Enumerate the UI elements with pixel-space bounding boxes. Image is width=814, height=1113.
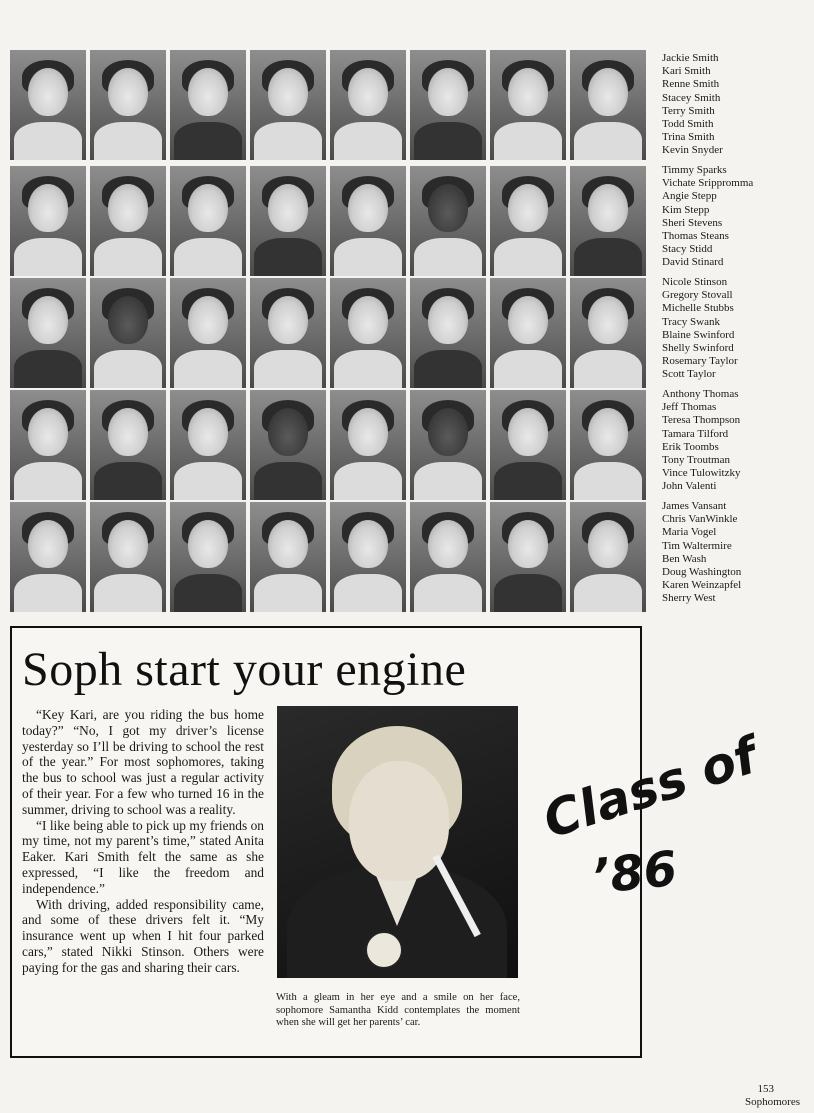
student-portrait — [490, 278, 566, 388]
student-portrait — [10, 278, 86, 388]
feature-photo — [277, 706, 518, 978]
student-portrait — [90, 278, 166, 388]
student-portrait — [490, 166, 566, 276]
student-name: Stacey Smith — [662, 91, 721, 104]
student-portrait — [330, 502, 406, 612]
name-list-row-5 — [662, 500, 741, 606]
portrait-row — [10, 278, 650, 388]
student-name: Erik Toombs — [662, 440, 719, 453]
student-name: Timmy Sparks — [662, 164, 727, 176]
student-portrait — [10, 502, 86, 612]
student-name: Tim Waltermire — [662, 539, 732, 552]
student-portrait — [10, 166, 86, 276]
student-portrait — [90, 390, 166, 500]
student-name: Tamara Tilford — [662, 427, 729, 440]
script-line-1: Class of — [536, 726, 765, 850]
student-portrait — [90, 502, 166, 612]
feature-headline: Soph start your engine — [22, 643, 467, 696]
student-name: Maria Vogel — [662, 526, 717, 539]
story-paragraph: “Key Kari, are you riding the bus home today?” “No, I got my driver’s license yesterday so I’ll be driving to school the rest of the year.” For most sophomores, taking the bus to school was just a regular activity of their year. For a few who turned 16 in the summer, driving to school was a reality. — [22, 707, 264, 817]
student-portrait — [490, 390, 566, 500]
student-portrait — [170, 166, 246, 276]
student-portrait — [250, 390, 326, 500]
student-portrait — [170, 390, 246, 500]
student-name: Nicole Stinson — [662, 276, 728, 288]
student-name: Tony Troutman — [662, 454, 730, 467]
student-portrait — [570, 278, 646, 388]
portrait-row — [10, 502, 650, 612]
student-portrait — [330, 278, 406, 388]
student-name: Rosemary Taylor — [662, 355, 738, 368]
student-portrait — [330, 50, 406, 160]
student-name: Anthony Thomas — [662, 388, 739, 400]
name-list-row-4 — [662, 388, 740, 494]
student-name: Michelle Stubbs — [662, 302, 734, 315]
student-name: Jeff Thomas — [662, 401, 717, 414]
story-paragraph: “I like being able to pick up my friends on my time, not my parent’s time,” stated Anita Eaker. Kari Smith felt the same as she expressed, “I like the freedom and independence.” — [22, 817, 264, 896]
student-name: Tracy Swank — [662, 315, 720, 328]
student-name: Kevin Snyder — [662, 144, 723, 157]
student-name: Vince Tulowitzky — [662, 467, 741, 480]
student-name: Gregory Stovall — [662, 289, 733, 302]
student-portrait — [330, 390, 406, 500]
student-portrait — [250, 50, 326, 160]
student-name: Renne Smith — [662, 78, 720, 91]
student-name: Shelly Swinford — [662, 342, 734, 355]
portrait-row — [10, 390, 650, 500]
student-portrait — [410, 390, 486, 500]
student-portrait — [570, 390, 646, 500]
script-line-2: ’86 — [589, 840, 680, 906]
student-name: Stacy Stidd — [662, 243, 713, 256]
student-portrait — [410, 502, 486, 612]
name-list-row-1 — [662, 52, 723, 158]
portrait-row — [10, 50, 650, 160]
student-portrait — [90, 166, 166, 276]
student-name: Jackie Smith — [662, 52, 719, 64]
student-portrait — [170, 502, 246, 612]
student-portrait — [330, 166, 406, 276]
student-portrait — [250, 166, 326, 276]
student-portrait — [570, 502, 646, 612]
student-portrait — [170, 278, 246, 388]
portrait-row — [10, 166, 650, 276]
student-name: David Stinard — [662, 256, 724, 269]
student-name: Thomas Steans — [662, 230, 729, 243]
student-portrait — [90, 50, 166, 160]
student-portrait — [10, 390, 86, 500]
name-list-row-3 — [662, 276, 738, 382]
student-portrait — [570, 166, 646, 276]
student-portrait — [250, 278, 326, 388]
student-portrait — [410, 50, 486, 160]
section-name: Sophomores — [745, 1096, 800, 1108]
student-name: Trina Smith — [662, 131, 715, 144]
student-portrait — [410, 278, 486, 388]
student-portrait — [490, 50, 566, 160]
student-name: Chris VanWinkle — [662, 513, 738, 526]
heart-button-pin-icon — [365, 931, 403, 969]
feature-story-text — [22, 707, 264, 976]
student-portrait — [410, 166, 486, 276]
class-of-86-lettering — [536, 726, 765, 925]
student-name: Teresa Thompson — [662, 414, 741, 427]
story-paragraph: With driving, added responsibility came, and some of these drivers felt it. “My insurance went up when I hit four parked cars,” stated Nikki Stinson. Others were paying for the gas and sharing their cars. — [22, 896, 264, 975]
student-name: Sheri Stevens — [662, 216, 723, 229]
student-name: Doug Washington — [662, 566, 742, 579]
student-name: Sherry West — [662, 592, 716, 605]
student-portrait — [10, 50, 86, 160]
student-name: Vichate Srippromma — [662, 177, 754, 190]
student-portrait — [250, 502, 326, 612]
photo-caption: With a gleam in her eye and a smile on her face, sophomore Samantha Kidd contemplates the moment when she will get her parents’ car. — [276, 992, 520, 1029]
student-name: Todd Smith — [662, 118, 714, 131]
student-name: Blaine Swinford — [662, 328, 735, 341]
student-name: James Vansant — [662, 500, 727, 512]
student-name: Angie Stepp — [662, 190, 717, 203]
student-name: Kari Smith — [662, 65, 711, 78]
student-name: Kim Stepp — [662, 203, 710, 216]
student-portrait — [170, 50, 246, 160]
student-portrait — [490, 502, 566, 612]
student-name: Ben Wash — [662, 552, 707, 565]
student-name: Terry Smith — [662, 104, 715, 117]
student-name: Scott Taylor — [662, 368, 716, 381]
student-portrait — [570, 50, 646, 160]
student-name: Karen Weinzapfel — [662, 579, 742, 592]
student-name: John Valenti — [662, 480, 717, 493]
page-number: 153 — [757, 1083, 774, 1095]
name-list-row-2 — [662, 164, 753, 270]
